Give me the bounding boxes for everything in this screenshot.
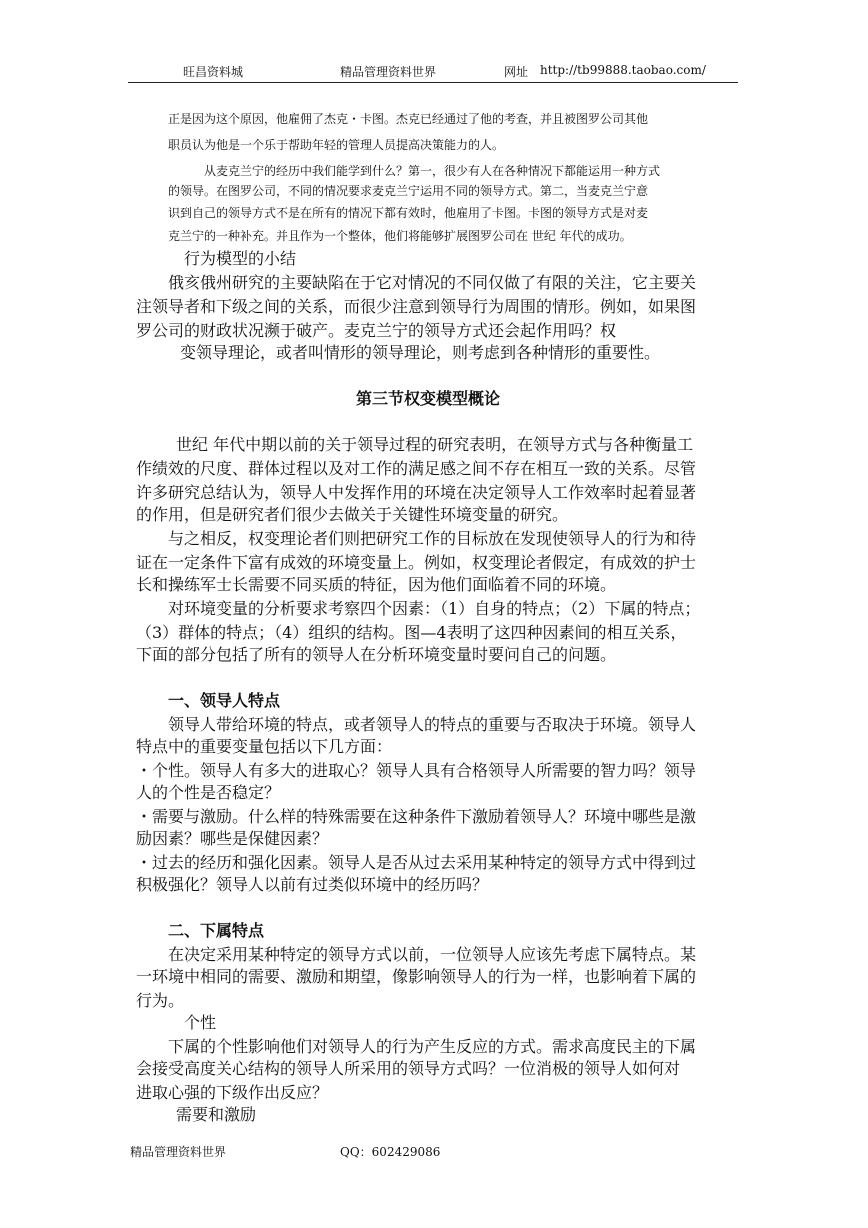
body-line: 人的个性是否稳定？ bbox=[136, 783, 281, 802]
page-header bbox=[0, 63, 868, 83]
heading-subordinate-traits: 二、下属特点 bbox=[168, 921, 265, 940]
body-line: 世纪 年代中期以前的关于领导过程的研究表明，在领导方式与各种衡量工 bbox=[176, 435, 694, 454]
header-divider bbox=[128, 82, 738, 83]
body-line: 的作用，但是研究者们很少去做关于关键性环境变量的研究。 bbox=[136, 505, 569, 524]
body-line: 积极强化？领导人以前有过类似环境中的经历吗？ bbox=[136, 875, 489, 894]
header-left: 旺昌资料城 bbox=[183, 65, 244, 79]
body-line: 领导人带给环境的特点，或者领导人的特点的重要与否取决于环境。领导人 bbox=[168, 715, 697, 734]
body-line: 行为。 bbox=[136, 991, 185, 1010]
heading-leader-traits: 一、领导人特点 bbox=[168, 691, 281, 710]
footer-left: 精品管理资料世界 bbox=[130, 1145, 227, 1159]
body-line: 注领导者和下级之间的关系，而很少注意到领导行为周围的情形。例如，如果图 bbox=[136, 297, 697, 316]
header-center: 精品管理资料世界 bbox=[340, 65, 437, 79]
body-line: 俄亥俄州研究的主要缺陷在于它对情况的不同仅做了有限的关注，它主要关 bbox=[168, 273, 697, 292]
section-title: 第三节权变模型概论 bbox=[356, 389, 501, 408]
summary-title: 行为模型的小结 bbox=[184, 249, 297, 268]
body-line: 长和操练军士长需要不同买质的特征，因为他们面临着不同的环境。 bbox=[136, 575, 617, 594]
body-line: 进取心强的下级作出反应？ bbox=[136, 1083, 329, 1102]
body-line: 特点中的重要变量包括以下几方面： bbox=[136, 737, 393, 756]
header-url: http://tb99888.taobao.com/ bbox=[540, 63, 706, 77]
body-line: 对环境变量的分析要求考察四个因素：（1）自身的特点；（2）下属的特点； bbox=[168, 599, 701, 618]
body-line: 作绩效的尺度、群体过程以及对工作的满足感之间不存在相互一致的关系。尽管 bbox=[136, 459, 697, 478]
body-line: 与之相反，权变理论者们则把研究工作的目标放在发现使领导人的行为和待 bbox=[168, 529, 697, 548]
body-line: ・需要与激励。什么样的特殊需要在这种条件下激励着领导人？环境中哪些是激 bbox=[136, 807, 697, 826]
body-line: ・个性。领导人有多大的进取心？领导人具有合格领导人所需要的智力吗？领导 bbox=[136, 761, 697, 780]
body-line: 励因素？哪些是保健因素？ bbox=[136, 829, 329, 848]
body-line: 下属的个性影响他们对领导人的行为产生反应的方式。需求高度民主的下属 bbox=[168, 1037, 697, 1056]
body-line: 在决定采用某种特定的领导方式以前，一位领导人应该先考虑下属特点。某 bbox=[168, 945, 697, 964]
case-text-line: 职员认为他是一个乐于帮助年轻的管理人员提高决策能力的人。 bbox=[168, 138, 505, 152]
body-line: 罗公司的财政状况濒于破产。麦克兰宁的领导方式还会起作用吗？权 bbox=[136, 321, 617, 340]
subheading-needs: 需要和激励 bbox=[176, 1105, 257, 1124]
header-url-label: 网址 bbox=[504, 65, 529, 79]
body-line: （3）群体的特点；（4）组织的结构。图—4表明了这四种因素间的相互关系， bbox=[136, 623, 687, 642]
body-line: 许多研究总结认为，领导人中发挥作用的环境在决定领导人工作效率时起着显著 bbox=[136, 483, 697, 502]
case-text-line: 的领导。在图罗公司，不同的情况要求麦克兰宁运用不同的领导方式。第二，当麦克兰宁意 bbox=[168, 184, 649, 198]
subheading-personality: 个性 bbox=[184, 1013, 217, 1032]
body-line: 证在一定条件下富有成效的环境变量上。例如，权变理论者假定，有成效的护士 bbox=[136, 553, 697, 572]
body-line: 下面的部分包括了所有的领导人在分析环境变量时要问自己的问题。 bbox=[136, 645, 617, 664]
footer-qq: QQ：602429086 bbox=[340, 1145, 441, 1159]
case-text-line: 正是因为这个原因，他雇佣了杰克・卡图。杰克已经通过了他的考查，并且被图罗公司其他 bbox=[168, 112, 649, 126]
body-line: ・过去的经历和强化因素。领导人是否从过去采用某种特定的领导方式中得到过 bbox=[136, 853, 697, 872]
case-text-line: 克兰宁的一种补充。并且作为一个整体，他们将能够扩展图罗公司在 世纪 年代的成功。 bbox=[168, 229, 632, 243]
case-text-line: 从麦克兰宁的经历中我们能学到什么？第一，很少有人在各种情况下都能运用一种方式 bbox=[204, 164, 661, 178]
case-text-line: 识到自己的领导方式不是在所有的情况下都有效时，他雇用了卡图。卡图的领导方式是对麦 bbox=[168, 206, 649, 220]
body-line: 会接受高度关心结构的领导人所采用的领导方式吗？一位消极的领导人如何对 bbox=[136, 1059, 681, 1078]
body-line: 一环境中相同的需要、激励和期望，像影响领导人的行为一样，也影响着下属的 bbox=[136, 967, 697, 986]
body-line: 变领导理论，或者叫情形的领导理论，则考虑到各种情形的重要性。 bbox=[180, 343, 661, 362]
